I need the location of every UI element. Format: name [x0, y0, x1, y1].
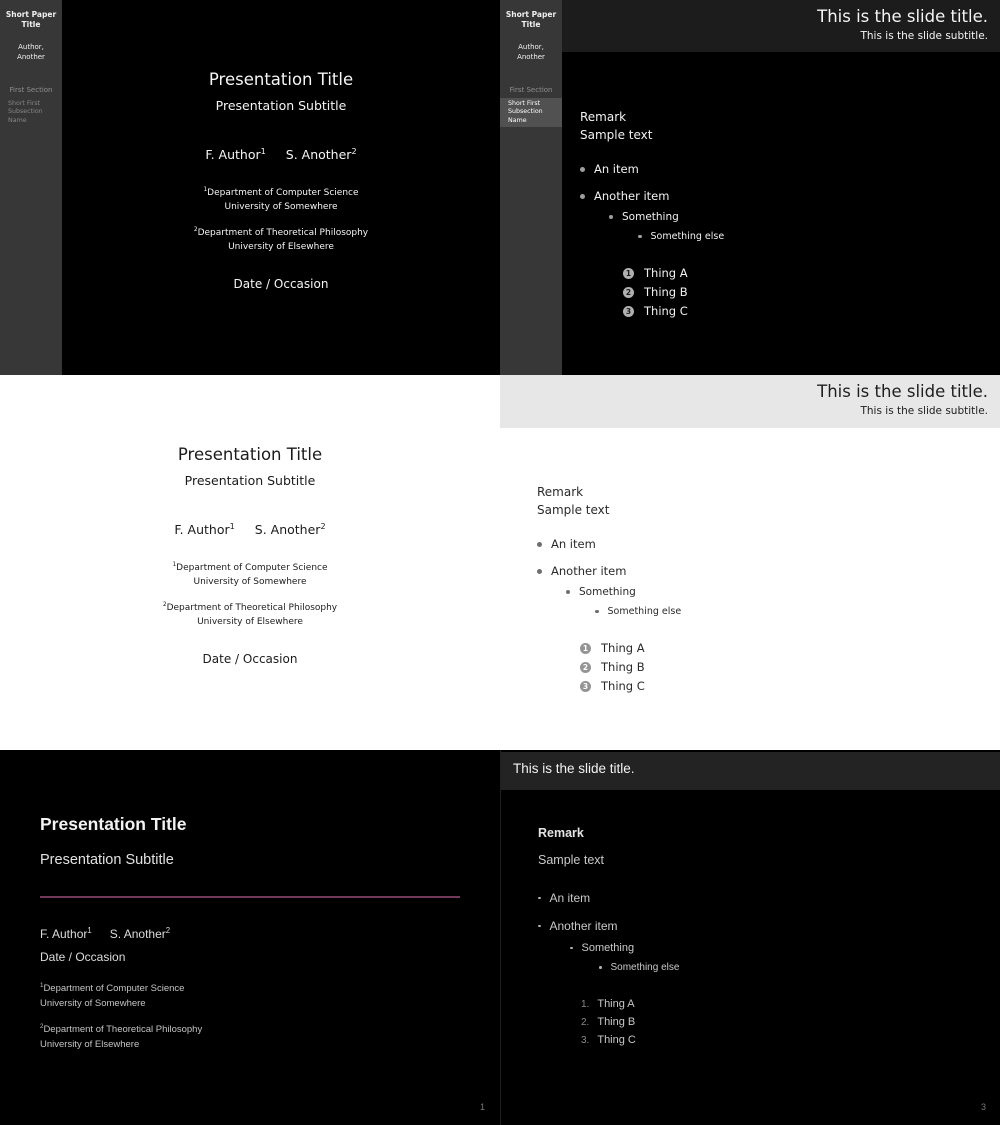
frame-header: [501, 752, 1000, 790]
bullet-icon: [580, 194, 585, 199]
institute2-dept: Department of Theoretical Philosophy: [197, 228, 369, 239]
sidebar-item-section[interactable]: First Section: [509, 85, 553, 94]
institute2-mark: 2: [40, 1023, 44, 1030]
title-page: [0, 445, 500, 666]
institute2-univ: University of Elsewhere: [197, 616, 303, 627]
author2-mark: 2: [165, 926, 171, 935]
slide-dark-title-page: [0, 0, 500, 375]
author1: F. Author: [40, 927, 88, 941]
presentation-title: Presentation Title: [208, 70, 354, 89]
enum-item: [581, 1034, 898, 1046]
enum-number: 3.: [581, 1035, 590, 1046]
institute2-mark: 2: [162, 602, 167, 609]
enum-item-label: Thing A: [644, 266, 688, 280]
list-item-label: Something: [581, 942, 635, 954]
institute2: [40, 1022, 202, 1053]
list-item-label: An item: [551, 537, 596, 551]
circled-number-icon: 3: [623, 306, 634, 317]
author1-mark: 1: [260, 146, 266, 156]
sidebar-paper-title[interactable]: Short Paper Title: [5, 10, 57, 30]
institute2-univ: University of Elsewhere: [228, 241, 334, 252]
bullet-icon: [580, 167, 585, 172]
circled-number-icon: 1: [623, 268, 634, 279]
enum-number: 2.: [581, 1017, 590, 1028]
block-text: Sample text: [537, 503, 610, 517]
list-item-label: An item: [594, 162, 639, 176]
institute1-univ: University of Somewhere: [40, 997, 146, 1009]
list-item: [570, 942, 898, 954]
enum-item: [580, 679, 877, 693]
slide-light-content-page: [500, 375, 1000, 750]
enum-item-label: Thing B: [644, 285, 688, 299]
author1-mark: 1: [229, 521, 235, 531]
date-occasion: Date / Occasion: [202, 652, 298, 667]
block-text: Sample text: [538, 853, 605, 867]
institute2-mark: 2: [193, 227, 198, 234]
slide-metropolis-content-page: [500, 750, 1000, 1125]
slide-light-title-page: [0, 375, 500, 750]
sidebar-item-subsection-current[interactable]: Short First Subsection Name: [500, 98, 562, 128]
bullet-icon: [609, 215, 613, 219]
enum-item-label: Thing C: [601, 679, 645, 693]
enum-item: [581, 1016, 898, 1028]
list-item: [537, 537, 877, 551]
bullet-icon: [537, 542, 542, 547]
circled-number-icon: 2: [580, 662, 591, 673]
authors-line: [0, 521, 500, 537]
presentation-title: Presentation Title: [40, 814, 187, 834]
enum-item-label: Thing A: [601, 641, 645, 655]
list-item: [580, 189, 920, 203]
bullet-icon: [595, 610, 599, 614]
bullet-icon: [537, 569, 542, 574]
bullet-icon: [566, 590, 570, 594]
list-item: [566, 586, 877, 598]
block-title: Remark: [580, 110, 627, 124]
sidebar-item-section[interactable]: First Section: [9, 85, 53, 94]
date-occasion: Date / Occasion: [40, 950, 126, 964]
list-item: [595, 606, 877, 617]
title-page: [40, 814, 187, 868]
authors-line: [62, 146, 500, 162]
frame-body: [538, 826, 898, 1046]
sidebar-authors: Author, Another: [17, 43, 45, 62]
enum-item: [580, 641, 877, 655]
enum-item-label: Thing A: [597, 998, 635, 1010]
sidebar-paper-title[interactable]: Short Paper Title: [505, 10, 557, 30]
institute1-univ: University of Somewhere: [193, 576, 307, 587]
presentation-subtitle: Presentation Subtitle: [40, 852, 174, 868]
list-item: [537, 564, 877, 578]
author1: F. Author: [205, 147, 261, 163]
author1-mark: 1: [87, 926, 92, 935]
title-separator-rule: [40, 896, 460, 898]
frame-header: [562, 0, 1000, 52]
author2: S. Another: [109, 927, 166, 941]
author1: F. Author: [174, 522, 230, 538]
author2: S. Another: [254, 522, 321, 538]
slide-metropolis-title-page: [0, 750, 500, 1125]
bullet-icon: [570, 947, 573, 950]
sidebar: [500, 0, 562, 375]
enum-item-label: Thing B: [597, 1016, 636, 1028]
list-item-label: Something else: [650, 231, 725, 242]
list-item-label: Another item: [551, 564, 627, 578]
item-list: [537, 537, 877, 693]
institute1-mark: 1: [40, 982, 44, 989]
frame-title: This is the slide title.: [513, 761, 635, 776]
block-title: Remark: [537, 485, 584, 499]
institute1-dept: Department of Computer Science: [176, 563, 328, 574]
block-title: Remark: [538, 826, 584, 840]
enum-item: [623, 285, 920, 299]
enum-item: [580, 660, 877, 674]
slide-dark-content-page: [500, 0, 1000, 375]
institute1: [0, 561, 500, 589]
institute1-mark: 1: [203, 187, 208, 194]
author2: S. Another: [285, 147, 352, 163]
institute1-dept: Department of Computer Science: [43, 983, 185, 995]
list-item-label: Something: [579, 586, 636, 598]
presentation-subtitle: Presentation Subtitle: [184, 473, 316, 488]
bullet-icon: [538, 925, 541, 928]
page-number: 3: [980, 1102, 986, 1112]
title-page: [62, 70, 500, 291]
institute1-mark: 1: [172, 562, 177, 569]
bullet-icon: [638, 235, 642, 239]
list-item: [638, 231, 920, 242]
circled-number-icon: 3: [580, 681, 591, 692]
sidebar-item-subsection[interactable]: Short First Subsection Name: [8, 99, 43, 124]
institute2-dept: Department of Theoretical Philosophy: [43, 1024, 203, 1036]
frame-title: This is the slide title.: [817, 7, 988, 26]
frame-title: This is the slide title.: [817, 382, 988, 401]
item-list: [538, 891, 898, 1046]
list-item-label: Something else: [607, 606, 682, 617]
institute2: [0, 601, 500, 629]
enum-item-label: Thing C: [644, 304, 688, 318]
sidebar-authors: Author, Another: [517, 43, 545, 62]
date-occasion: Date / Occasion: [233, 277, 329, 292]
institute1-univ: University of Somewhere: [224, 201, 338, 212]
author2-mark: 2: [351, 146, 357, 156]
frame-subtitle: This is the slide subtitle.: [860, 405, 988, 417]
enum-item-label: Thing C: [597, 1034, 636, 1046]
list-item: [538, 919, 898, 933]
list-item-label: An item: [549, 891, 591, 905]
presentation-title: Presentation Title: [177, 445, 323, 464]
enum-item: [623, 304, 920, 318]
enum-item: [623, 266, 920, 280]
page-number: 1: [479, 1102, 485, 1112]
institute1: [62, 186, 500, 214]
institute1-dept: Department of Computer Science: [207, 188, 359, 199]
item-list: [580, 162, 920, 318]
institute2-dept: Department of Theoretical Philosophy: [166, 603, 338, 614]
list-item-label: Another item: [594, 189, 670, 203]
frame-header: [500, 375, 1000, 428]
list-item: [538, 891, 898, 905]
institute2-univ: University of Elsewhere: [40, 1038, 140, 1050]
institute1: [40, 981, 184, 1012]
circled-number-icon: 1: [580, 643, 591, 654]
frame-subtitle: This is the slide subtitle.: [860, 30, 988, 42]
bullet-icon: [538, 897, 541, 900]
list-item-label: Something else: [610, 962, 680, 973]
list-item-label: Another item: [549, 919, 618, 933]
block-text: Sample text: [580, 128, 653, 142]
list-item: [580, 162, 920, 176]
presentation-subtitle: Presentation Subtitle: [215, 98, 347, 113]
frame-body: [580, 110, 920, 318]
list-item-label: Something: [622, 211, 679, 223]
sidebar: [0, 0, 62, 375]
institute2: [62, 226, 500, 254]
frame-body: [537, 485, 877, 693]
circled-number-icon: 2: [623, 287, 634, 298]
enum-item-label: Thing B: [601, 660, 645, 674]
enum-number: 1.: [581, 999, 590, 1010]
enum-item: [581, 998, 898, 1010]
authors-line: [40, 926, 170, 941]
author2-mark: 2: [320, 521, 326, 531]
list-item: [609, 211, 920, 223]
list-item: [599, 962, 898, 973]
bullet-icon: [599, 966, 602, 969]
